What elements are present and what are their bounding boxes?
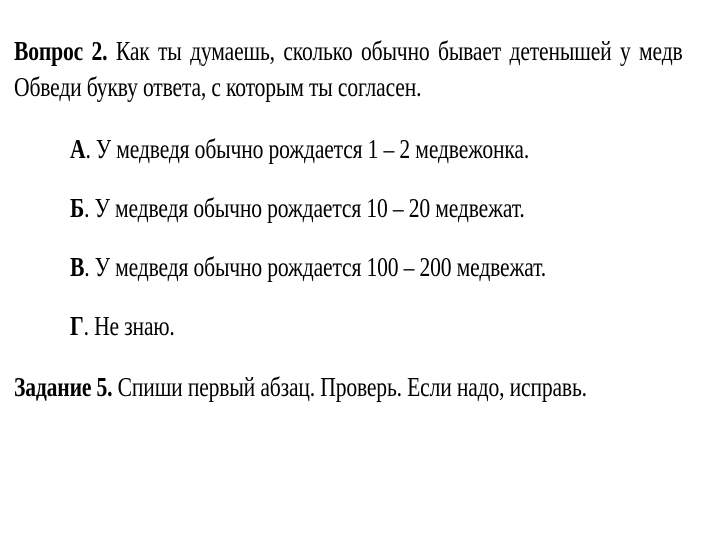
option-letter: В <box>70 252 85 282</box>
answer-option-g <box>70 311 175 341</box>
option-text: . Не знаю. <box>83 311 175 341</box>
answer-option-a <box>70 134 529 164</box>
option-letter: Б <box>70 193 85 223</box>
question-line-1 <box>14 36 683 66</box>
answer-option-b <box>70 193 525 223</box>
answer-option-v <box>70 252 546 282</box>
option-text: . У медведя обычно рождается 1 – 2 медвежонка. <box>85 134 530 164</box>
question-label: Вопрос 2. <box>14 36 108 66</box>
option-text: . У медведя обычно рождается 100 – 200 медвежат. <box>84 252 547 282</box>
task-label: Задание 5. <box>14 372 113 402</box>
option-letter: А <box>70 134 86 164</box>
question-instruction: Обведи букву ответа, с которым ты согласен. <box>14 72 422 102</box>
option-text: . У медведя обычно рождается 10 – 20 медвежат. <box>84 193 525 223</box>
task-line <box>14 372 587 402</box>
question-text: Как ты думаешь, сколько обычно бывает детенышей у медв <box>115 36 683 66</box>
task-text: Спиши первый абзац. Проверь. Если надо, исправь. <box>117 372 587 402</box>
option-letter: Г <box>70 311 84 341</box>
